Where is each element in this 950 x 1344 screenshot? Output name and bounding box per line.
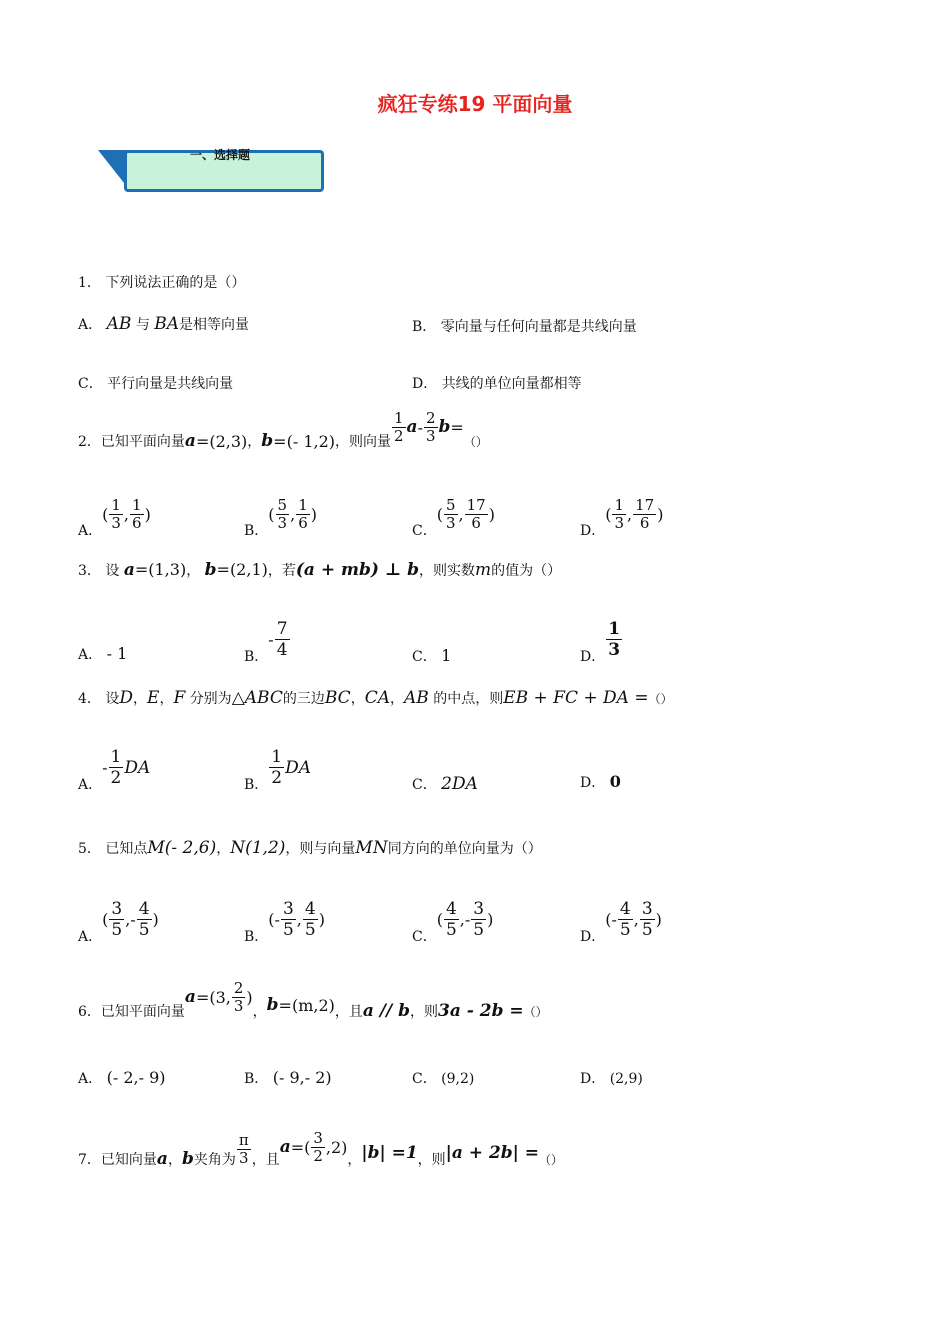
option-letter: C．: [412, 1071, 437, 1087]
expression: $\frac{1}{2}$ a - $\frac{2}{3}$ b =: [394, 408, 464, 445]
parallel-condition: a // b: [362, 1001, 411, 1021]
option-letter: C．: [412, 777, 437, 793]
option-value: ( $\frac{4}{5}$ , - $\frac{3}{5}$ ): [436, 899, 494, 940]
point-n: N(1,2): [230, 838, 286, 858]
q6-option-b: [244, 1068, 332, 1088]
expression: 3a - 2b =: [438, 1001, 524, 1021]
question-3: 3． 设 a=(1,3)， b=(2,1)，若(a + mb) ⊥ b，则实数m的值为（）: [78, 560, 562, 580]
q6-option-d: [580, 1068, 643, 1088]
question-number: 4．: [78, 691, 101, 707]
q5-option-a: [78, 894, 159, 946]
option-value: ( $\frac{5}{3}$ , $\frac{1}{6}$ ): [268, 496, 317, 532]
question-number: 7．: [78, 1152, 101, 1168]
q3-option-a: [78, 644, 127, 664]
q2-option-d: [580, 492, 663, 540]
question-number: 5．: [78, 841, 101, 857]
angle-fraction: $\frac{\pi}{3}$: [238, 1130, 249, 1167]
numerator: 2: [425, 408, 436, 427]
option-text: 平行向量是共线向量: [107, 376, 234, 392]
denominator: 3: [425, 426, 436, 445]
option-value: (- 2,- 9): [106, 1068, 166, 1087]
option-value: 2DA: [441, 774, 478, 794]
question-stem: ，则向量: [335, 434, 391, 450]
q5-option-c: [412, 894, 493, 946]
question-4: 4． 设D，E，F 分别为△ABC的三边BC，CA，AB 的中点，则EB + FC + DA =（）: [78, 688, 673, 708]
question-1: [78, 272, 245, 292]
option-letter: B．: [244, 523, 269, 539]
q3-option-d: [580, 618, 623, 666]
option-letter: B．: [412, 319, 437, 335]
option-value: $\frac{1}{2}$ DA: [271, 747, 312, 788]
question-stem: 设: [105, 691, 120, 707]
q4-option-c: [412, 774, 478, 794]
expression: EB + FC + DA =: [503, 688, 649, 708]
question-number: 3．: [78, 563, 101, 579]
vector-ba: BA: [154, 314, 180, 334]
vector-b-value: =(- 1,2): [273, 431, 335, 451]
question-7: 7． 已知向量 a ， b 夹角为 $\frac{\pi}{3}$ ，且 a =( $\frac{3}{2}$ ,2) ， |b| =1 ，则 |a + 2b| = （）: [78, 1128, 564, 1169]
question-stem: 下列说法正确的是（）: [105, 275, 246, 291]
question-2: [78, 408, 488, 468]
condition: (a + mb) ⊥ b: [295, 560, 419, 580]
option-value: (2,9): [609, 1071, 643, 1087]
vector-a-value: a =( $\frac{3}{2}$ ,2): [279, 1128, 348, 1165]
minus-sign: -: [417, 417, 423, 437]
option-letter: A．: [78, 647, 103, 663]
point-m: M(- 2,6): [147, 838, 217, 858]
expression: |a + 2b| =: [445, 1143, 540, 1163]
option-letter: B．: [244, 649, 269, 665]
option-value: (9,2): [441, 1071, 475, 1087]
question-number: 2．: [78, 434, 101, 450]
option-value: $\frac{1}{3}$: [608, 619, 621, 660]
option-letter: C．: [412, 649, 437, 665]
norm-b: |b| =1: [361, 1143, 418, 1163]
question-6: 6． 已知平面向量 a =(3, $\frac{2}{3}$ ) ， b =(m,2) ，且 a // b ，则 3a - 2b = （）: [78, 978, 548, 1021]
option-letter: B．: [244, 1071, 269, 1087]
vector-a-value: =(2,3): [195, 431, 248, 451]
q3-option-c: [412, 646, 451, 666]
question-stem: 已知平面向量: [100, 434, 185, 450]
option-value: - $\frac{7}{4}$: [268, 619, 288, 660]
option-letter: B．: [244, 929, 269, 945]
q4-option-b: [244, 742, 311, 794]
section-label: 一、选择题: [190, 148, 251, 162]
answer-paren: （）: [648, 692, 673, 706]
question-stem: 分别为: [189, 691, 232, 707]
option-letter: C．: [78, 376, 103, 392]
q1-option-c: [78, 373, 233, 393]
option-letter: D．: [580, 929, 606, 945]
option-value: ( $\frac{1}{3}$ , $\frac{1}{6}$ ): [102, 496, 151, 532]
option-value: ( - $\frac{3}{5}$ , $\frac{4}{5}$ ): [268, 899, 325, 940]
question-number: 6．: [78, 1004, 101, 1020]
q6-option-a: [78, 1068, 166, 1088]
option-letter: D．: [580, 775, 606, 791]
vector-a-value: =(1,3): [134, 560, 187, 579]
q1-option-a: [78, 314, 249, 334]
option-value: 0: [609, 772, 621, 791]
option-value: ( $\frac{5}{3}$ , $\frac{17}{6}$ ): [436, 496, 495, 532]
option-value: ( $\frac{1}{3}$ , $\frac{17}{6}$ ): [605, 496, 664, 532]
q2-option-c: [412, 492, 495, 540]
option-letter: B．: [244, 777, 269, 793]
option-letter: C．: [412, 523, 437, 539]
q4-option-a: [78, 742, 150, 794]
q1-option-d: [412, 373, 582, 393]
option-letter: D．: [580, 649, 606, 665]
option-value: ( - $\frac{4}{5}$ , $\frac{3}{5}$ ): [605, 899, 662, 940]
question-5: 5． 已知点M(- 2,6)，N(1,2)，则与向量MN同方向的单位向量为（）: [78, 838, 542, 858]
option-value: ( $\frac{3}{5}$ , - $\frac{4}{5}$ ): [102, 899, 159, 940]
question-stem: 已知点: [105, 841, 148, 857]
q3-option-b: [244, 618, 291, 666]
vector-b: b: [261, 431, 274, 451]
answer-paren: （）: [539, 1152, 564, 1167]
vector-a: a: [184, 431, 196, 451]
option-letter: D．: [580, 523, 606, 539]
q1-option-b: [412, 316, 637, 336]
vector-b-value: =(2,1): [216, 560, 268, 579]
vector-b-value: =(m,2): [278, 995, 335, 1015]
option-letter: A．: [78, 1071, 103, 1087]
question-stem: 已知向量: [100, 1152, 157, 1168]
option-text: 零向量与任何向量都是共线向量: [440, 319, 637, 335]
vector-mn: MN: [355, 838, 388, 858]
question-number: 1．: [78, 275, 101, 291]
option-value: - 1: [106, 644, 128, 663]
option-letter: D．: [580, 1071, 606, 1087]
answer-paren: （）: [523, 1004, 548, 1019]
triangle-abc: △ABC: [231, 688, 283, 708]
option-text: 是相等向量: [179, 317, 250, 333]
option-letter: A．: [78, 317, 103, 333]
option-letter: A．: [78, 777, 103, 793]
answer-paren: （）: [463, 434, 488, 449]
option-value: (- 9,- 2): [272, 1068, 332, 1087]
variable-m: m: [474, 560, 492, 580]
page-title: 疯狂专练19 平面向量: [377, 92, 573, 116]
section-header: [98, 148, 324, 192]
q2-option-b: [244, 492, 317, 540]
question-stem: 设: [105, 563, 120, 579]
option-letter: D．: [412, 376, 438, 392]
q2-option-a: [78, 492, 151, 540]
vector-a-value: a =(3, $\frac{2}{3}$ ): [184, 978, 253, 1015]
option-text: 与: [135, 317, 150, 333]
vector-ab: AB: [106, 314, 132, 334]
numerator: 1: [394, 408, 404, 427]
option-value: - $\frac{1}{2}$ DA: [102, 747, 151, 788]
denominator: 2: [394, 426, 404, 445]
q5-option-b: [244, 894, 325, 946]
question-stem: ，若: [267, 563, 296, 579]
question-stem: 的值为（）: [491, 563, 562, 579]
question-stem: 的中点，则: [433, 691, 504, 707]
question-stem: 已知平面向量: [100, 1004, 185, 1020]
option-letter: C．: [412, 929, 437, 945]
option-letter: A．: [78, 929, 103, 945]
q6-option-c: [412, 1068, 474, 1088]
q4-option-d: [580, 772, 621, 792]
equals-sign: =: [450, 417, 464, 437]
option-text: 共线的单位向量都相等: [441, 376, 582, 392]
separator: ，: [247, 434, 262, 450]
q5-option-d: [580, 894, 662, 946]
option-value: 1: [441, 646, 452, 665]
question-stem: ，则实数: [418, 563, 475, 579]
option-letter: A．: [78, 523, 103, 539]
